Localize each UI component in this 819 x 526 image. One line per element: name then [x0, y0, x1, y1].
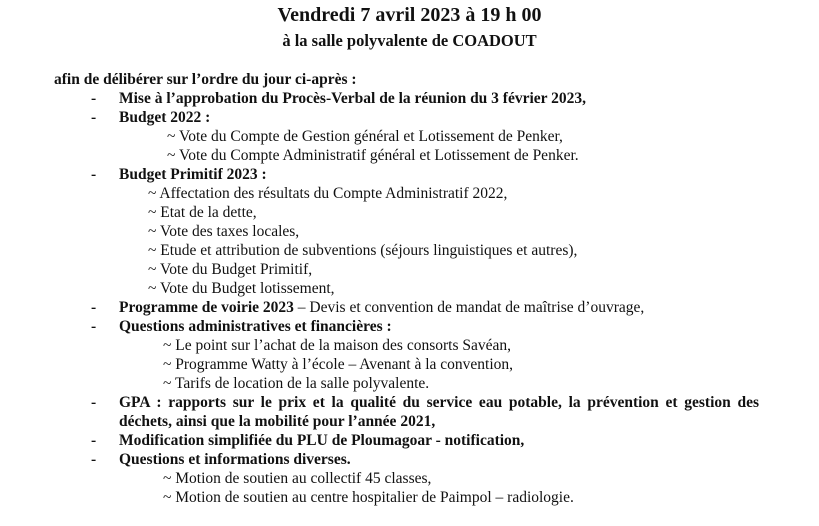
sub-item	[148, 203, 819, 222]
sub-item-list	[0, 336, 819, 393]
sub-item-text: Vote du Budget Primitif,	[160, 261, 313, 278]
agenda-item-detail: – Devis et convention de mandat de maîtrise d’ouvrage,	[293, 299, 645, 316]
agenda-item-questions-diverses	[0, 450, 819, 507]
bullet-dash: -	[91, 451, 97, 468]
sub-item-text: Motion de soutien au collectif 45 classes,	[175, 470, 432, 487]
meeting-date-title: Vendredi 7 avril 2023 à 19 h 00	[277, 4, 542, 26]
sub-item-list	[0, 127, 819, 165]
agenda-item-title: GPA : rapports sur le prix et la qualité du service eau potable, la prévention et gestion des déchets, ainsi que la mobilité pour l’année 2021,	[119, 394, 759, 430]
sub-item	[167, 146, 819, 165]
bullet-dash: -	[91, 166, 97, 183]
tilde-marker: ~	[163, 470, 172, 487]
agenda-item-plu-modification	[0, 431, 819, 450]
tilde-marker: ~	[148, 185, 157, 202]
bullet-dash: -	[91, 299, 97, 316]
sub-item	[163, 488, 819, 507]
agenda-item-budget-primitif-2023	[0, 165, 819, 298]
tilde-marker: ~	[163, 337, 172, 354]
meeting-venue-subtitle: à la salle polyvalente de COADOUT	[282, 31, 537, 50]
sub-item-text: Motion de soutien au centre hospitalier de Paimpol – radiologie.	[175, 489, 574, 506]
sub-item-text: Le point sur l’achat de la maison des consorts Savéan,	[175, 337, 512, 354]
sub-item-text: Affectation des résultats du Compte Administratif 2022,	[159, 185, 508, 202]
sub-item-text: Vote du Budget lotissement,	[160, 280, 335, 297]
bullet-dash: -	[91, 432, 97, 449]
sub-item	[163, 469, 819, 488]
tilde-marker: ~	[167, 128, 176, 145]
tilde-marker: ~	[163, 375, 172, 392]
sub-item-text: Vote du Compte de Gestion général et Lotissement de Penker,	[179, 128, 563, 145]
agenda-item-gpa-reports	[0, 393, 819, 431]
sub-item	[148, 279, 819, 298]
tilde-marker: ~	[167, 147, 176, 164]
sub-item-list	[0, 184, 819, 298]
bullet-dash: -	[91, 318, 97, 335]
tilde-marker: ~	[148, 204, 157, 221]
sub-item-list	[0, 469, 819, 507]
sub-item-text: Programme Watty à l’école – Avenant à la convention,	[175, 356, 514, 373]
agenda-item-title: Modification simplifiée du PLU de Ploumagoar - notification,	[119, 432, 525, 449]
bullet-dash: -	[91, 394, 97, 411]
tilde-marker: ~	[148, 280, 157, 297]
sub-item	[163, 355, 819, 374]
agenda-item-title: Questions et informations diverses.	[119, 451, 351, 468]
tilde-marker: ~	[148, 242, 157, 259]
sub-item-text: Etude et attribution de subventions (séjours linguistiques et autres),	[160, 242, 578, 259]
sub-item-text: Tarifs de location de la salle polyvalente.	[175, 375, 430, 392]
tilde-marker: ~	[148, 223, 157, 240]
sub-item	[167, 127, 819, 146]
agenda-item-heading	[119, 298, 759, 317]
tilde-marker: ~	[163, 356, 172, 373]
agenda-item-pv-approval	[0, 89, 819, 108]
agenda-item-title: Budget Primitif 2023 :	[119, 166, 267, 183]
sub-item	[148, 241, 819, 260]
agenda-item-title: Questions administratives et financières :	[119, 318, 392, 335]
agenda-item-questions-admin	[0, 317, 819, 393]
bullet-dash: -	[91, 90, 97, 107]
agenda-item-budget-2022	[0, 108, 819, 165]
sub-item	[148, 184, 819, 203]
sub-item	[148, 260, 819, 279]
agenda-item-title: Mise à l’approbation du Procès-Verbal de la réunion du 3 février 2023,	[119, 90, 587, 107]
sub-item	[163, 374, 819, 393]
agenda-item-programme-voirie	[0, 298, 819, 317]
agenda-list	[0, 89, 819, 507]
sub-item	[163, 336, 819, 355]
bullet-dash: -	[91, 109, 97, 126]
agenda-item-title: Programme de voirie 2023	[119, 299, 294, 316]
sub-item-text: Vote des taxes locales,	[160, 223, 300, 240]
tilde-marker: ~	[148, 261, 157, 278]
tilde-marker: ~	[163, 489, 172, 506]
sub-item-text: Etat de la dette,	[160, 204, 257, 221]
agenda-item-title: Budget 2022 :	[119, 109, 211, 126]
sub-item	[148, 222, 819, 241]
agenda-intro: afin de délibérer sur l’ordre du jour ci-après :	[54, 71, 357, 88]
sub-item-text: Vote du Compte Administratif général et Lotissement de Penker.	[179, 147, 579, 164]
